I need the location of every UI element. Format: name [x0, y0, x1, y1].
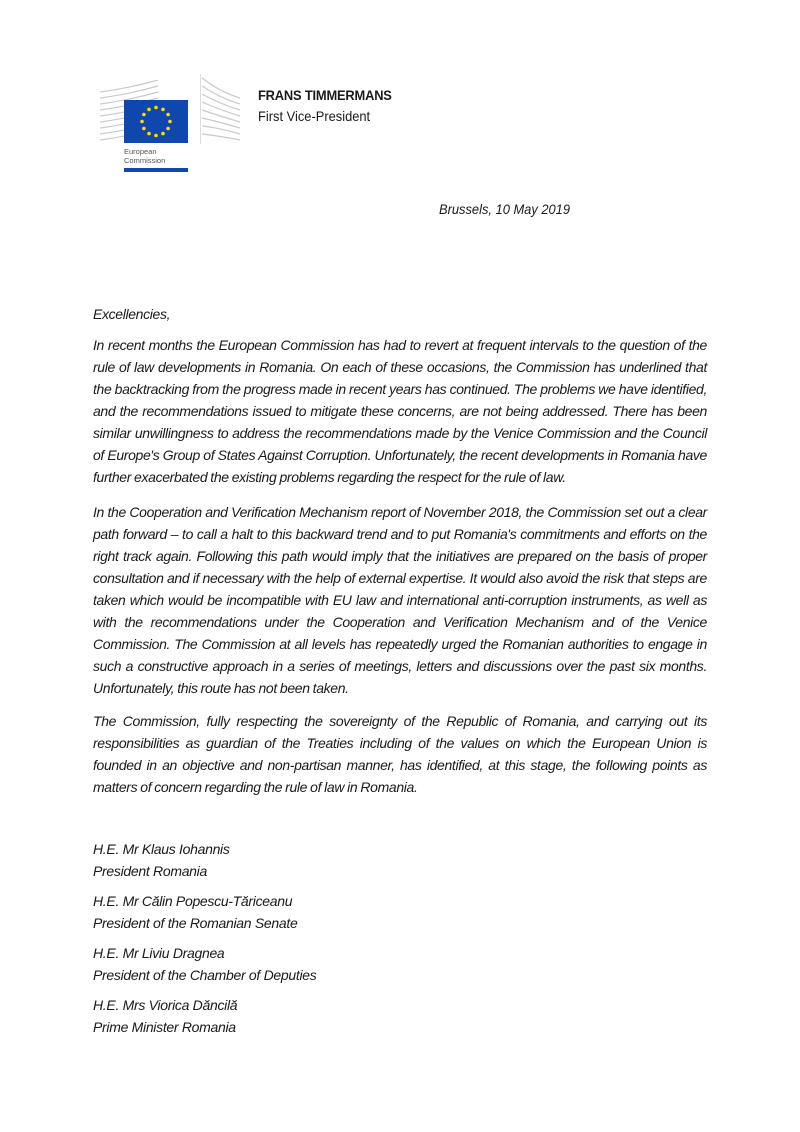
paragraph-3: The Commission, fully respecting the sovereignty of the Republic of Romania, and carrying out its responsibilities as guardian of the Treaties including of the values on which the European Union is founded in an objective and non-partisan manner, has identified, at this stage, the following points as matters of concern regarding the rule of law in Romania.	[93, 713, 707, 795]
paragraph-2: In the Cooperation and Verification Mechanism report of November 2018, the Commission set out a clear path forward – to call a halt to this backward trend and to put Romania's commitments and efforts on the right track again. Following this path would imply that the initiatives are prepared on the basis of proper consultation and if necessary with the help of external expertise. It would also avoid the risk that steps are taken which would be incompatible with EU law and international anti-corruption instruments, as well as with the recommendations under the Cooperation and Verification Mechanism and of the Venice Commission. The Commission at all levels has repeatedly urged the Romanian authorities to engage in such a constructive approach in a series of meetings, letters and discussions over the past six months. Unfortunately, this route has not been taken.	[93, 504, 707, 696]
org-line-1: European	[124, 147, 157, 156]
recipient-name: H.E. Mrs Viorica Dăncilă	[93, 997, 238, 1013]
salutation: Excellencies,	[93, 306, 171, 322]
recipient-role: President of the Romanian Senate	[93, 915, 298, 931]
recipient	[93, 838, 316, 882]
paragraph-1: In recent months the European Commission has had to revert at frequent intervals to the question of the rule of law developments in Romania. On each of these occasions, the Commission has underlined that the backtracking from the progress made in recent years has continued. The problems we have identified, and the recommendations issued to mitigate these concerns, are not being addressed. There has been similar unwillingness to address the recommendations made by the Venice Commission and the Council of Europe's Group of States Against Corruption. Unfortunately, the recent developments in Romania have further exacerbated the existing problems regarding the respect for the rule of law.	[93, 337, 707, 485]
recipient-name: H.E. Mr Klaus Iohannis	[93, 841, 230, 857]
recipient	[93, 994, 316, 1038]
recipient-name: H.E. Mr Liviu Dragnea	[93, 945, 225, 961]
logo-underline-bar	[124, 168, 188, 172]
letter-date: Brussels, 10 May 2019	[439, 201, 571, 217]
recipient-role: President of the Chamber of Deputies	[93, 967, 317, 983]
berlaymont-building-right-icon	[200, 74, 240, 144]
recipient-role: President Romania	[93, 863, 207, 879]
european-commission-logo	[96, 72, 242, 172]
recipient-list	[93, 838, 316, 1046]
recipient	[93, 942, 316, 986]
sender-name: FRANS TIMMERMANS	[258, 87, 392, 103]
recipient-name: H.E. Mr Călin Popescu-Tăriceanu	[93, 893, 293, 909]
organization-name	[124, 147, 165, 165]
eu-flag-icon	[124, 100, 188, 143]
recipient-role: Prime Minister Romania	[93, 1019, 236, 1035]
sender-title: First Vice-President	[258, 108, 371, 124]
org-line-2: Commission	[124, 156, 166, 165]
recipient	[93, 890, 316, 934]
